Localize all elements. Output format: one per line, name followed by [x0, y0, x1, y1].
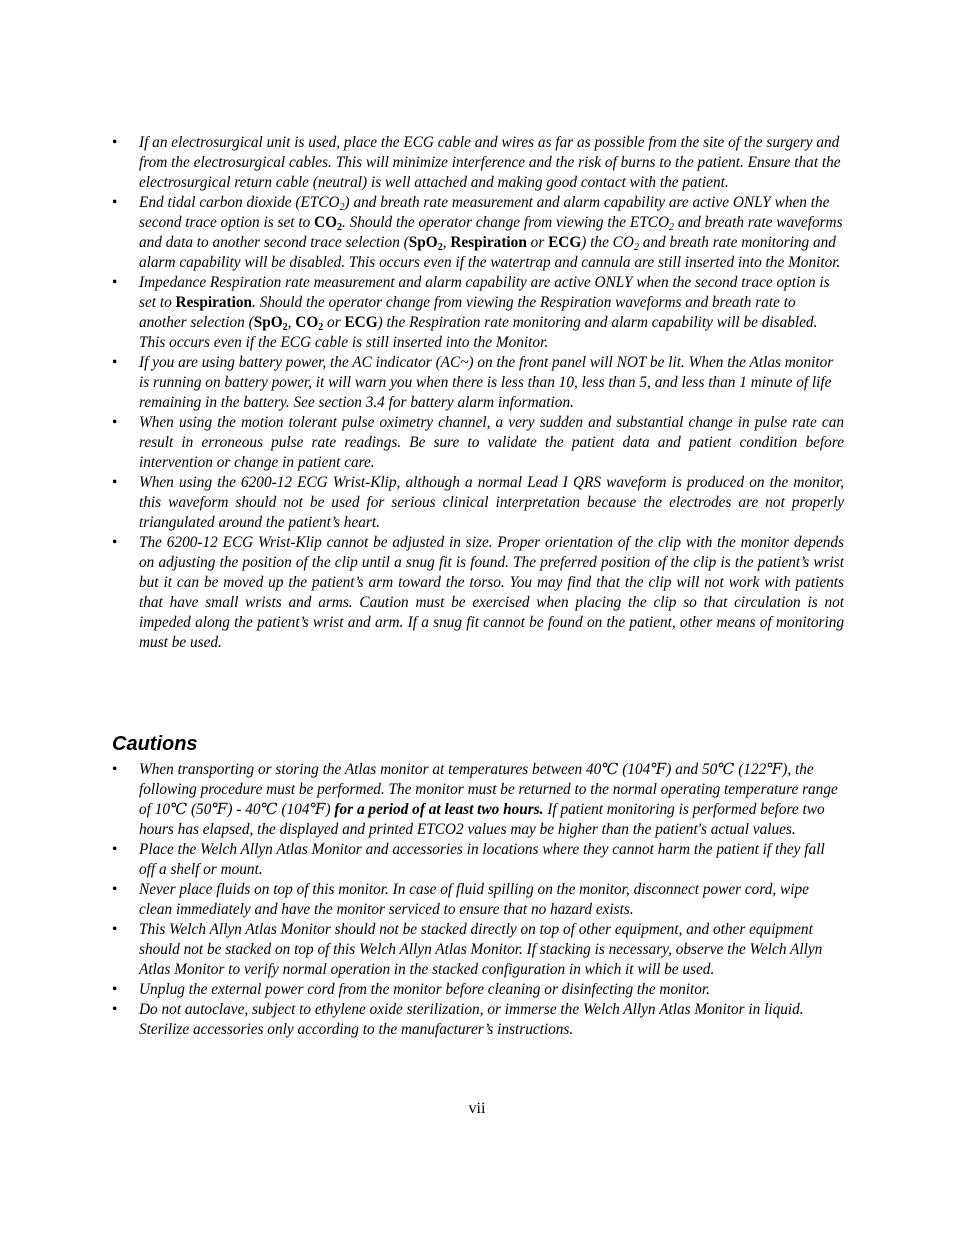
bullet-icon: •	[112, 841, 118, 858]
warning-text: End tidal carbon dioxide $(ETCO_2)$ and breath rate measurement and alarm capability are active ONLY when the second trace option is set to $CO_2$. Should the operator change from viewing the $ETCO_2$ and breath rate waveforms and data to another second trace selection (SpO$_2$, Respiration or ECG) the $CO_2$ and breath rate monitoring and alarm capability will be disabled. This occurs even if the watertrap and cannula are still inserted into the Monitor.	[139, 194, 843, 271]
bullet-icon: •	[112, 414, 118, 431]
bullet-icon: •	[112, 194, 118, 211]
warning-text: The 6200-12 ECG Wrist-Klip cannot be adjusted in size. Proper orientation of the clip with the monitor depends on adjusting the position of the clip until a snug fit is found. The preferred position of the clip is the patient’s wrist but it can be moved up the patient’s arm toward the torso. You may find that the clip will not work with patients that have small wrists and arms. Caution must be exercised when placing the clip so that circulation is not impeded along the patient’s wrist and arm. If a snug fit cannot be found on the patient, other means of monitoring must be used.	[139, 534, 844, 651]
list-item	[112, 1000, 844, 1040]
warning-text: When using the 6200-12 ECG Wrist-Klip, although a normal Lead I QRS waveform is produced on the monitor, this waveform should not be used for serious clinical interpretation because the electrodes are not properly triangulated around the patient’s heart.	[139, 474, 844, 531]
caution-text: When transporting or storing the Atlas monitor at temperatures between 40℃ (104℉) and 50℃ (122℉), the following procedure must be performed. The monitor must be returned to the normal operating temperature range of 10℃ (50℉) - 40℃ (104℉) for a period of at least two hours. If patient monitoring is performed before two hours has elapsed, the displayed and printed ETCO2 values may be higher than the patient's actual values.	[139, 761, 838, 838]
caution-text: Place the Welch Allyn Atlas Monitor and accessories in locations where they cannot harm the patient if they fall off a shelf or mount.	[139, 841, 825, 878]
cautions-heading: Cautions	[112, 733, 198, 755]
list-item	[112, 193, 844, 273]
warning-text: If an electrosurgical unit is used, place the ECG cable and wires as far as possible from the site of the surgery and from the electrosurgical cables. This will minimize interference and the risk of burns to the patient. Ensure that the electrosurgical return cable (neutral) is well attached and making good contact with the patient.	[139, 134, 841, 191]
caution-text: Do not autoclave, subject to ethylene oxide sterilization, or immerse the Welch Allyn Atlas Monitor in liquid. Sterilize accessories only according to the manufacturer’s instructions.	[139, 1001, 804, 1038]
list-item	[112, 413, 844, 473]
bullet-icon: •	[112, 534, 118, 551]
bullet-icon: •	[112, 761, 118, 778]
page-number: vii	[468, 1100, 486, 1117]
caution-text: This Welch Allyn Atlas Monitor should not be stacked directly on top of other equipment, and other equipment should not be stacked on top of this Welch Allyn Atlas Monitor. If stacking is necessary, observe the Welch Allyn Atlas Monitor to verify normal operation in the stacked configuration in which it will be used.	[139, 921, 823, 978]
bullet-icon: •	[112, 881, 118, 898]
list-item	[112, 840, 844, 880]
list-item	[112, 760, 844, 840]
warning-text: When using the motion tolerant pulse oximetry channel, a very sudden and substantial change in pulse rate can result in erroneous pulse rate readings. Be sure to validate the patient data and patient condition before intervention or change in patient care.	[139, 414, 844, 471]
list-item	[112, 273, 844, 353]
warnings-list	[112, 133, 844, 653]
bullet-icon: •	[112, 354, 118, 371]
list-item	[112, 353, 844, 413]
list-item	[112, 980, 844, 1000]
list-item	[112, 133, 844, 193]
list-item	[112, 473, 844, 533]
warning-text: If you are using battery power, the AC indicator (AC~) on the front panel will NOT be lit. When the Atlas monitor is running on battery power, it will warn you when there is less than 10, less than 5, and less than 1 minute of life remaining in the battery. See section 3.4 for battery alarm information.	[139, 354, 834, 411]
bullet-icon: •	[112, 274, 118, 291]
caution-text: Never place fluids on top of this monitor. In case of fluid spilling on the monitor, disconnect power cord, wipe clean immediately and have the monitor serviced to ensure that no hazard exists.	[139, 881, 809, 918]
list-item	[112, 880, 844, 920]
list-item	[112, 533, 844, 653]
bullet-icon: •	[112, 1001, 118, 1018]
bullet-icon: •	[112, 981, 118, 998]
list-item	[112, 920, 844, 980]
warning-text: Impedance Respiration rate measurement and alarm capability are active ONLY when the second trace option is set to Respiration. Should the operator change from viewing the Respiration waveforms and breath rate to another selection (SpO$_2$, $CO_2$ or ECG) the Respiration rate monitoring and alarm capability will be disabled. This occurs even if the ECG cable is still inserted into the Monitor.	[139, 274, 830, 351]
bullet-icon: •	[112, 134, 118, 151]
caution-text: Unplug the external power cord from the monitor before cleaning or disinfecting the monitor.	[139, 981, 711, 998]
bullet-icon: •	[112, 921, 118, 938]
cautions-list	[112, 760, 844, 1040]
bullet-icon: •	[112, 474, 118, 491]
